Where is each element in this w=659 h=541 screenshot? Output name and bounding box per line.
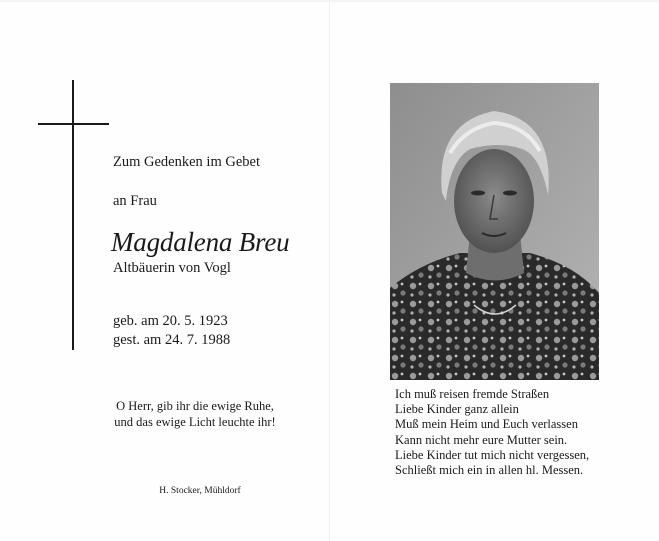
prayer-line: und das ewige Licht leuchte ihr! [114, 415, 276, 429]
prayer-text [60, 398, 330, 430]
card-fold [329, 0, 330, 541]
poem-line: Schließt mich ein in allen hl. Messen. [395, 463, 584, 478]
poem-line: Liebe Kinder ganz allein [395, 402, 519, 417]
death-date: gest. am 24. 7. 1988 [113, 332, 231, 348]
salutation: an Frau [113, 193, 157, 209]
printer-credit: H. Stocker, Mühldorf [159, 486, 241, 496]
intro-line: Zum Gedenken im Gebet [113, 154, 260, 170]
poem-line: Ich muß reisen fremde Straßen [395, 387, 550, 401]
birth-date: geb. am 20. 5. 1923 [113, 313, 228, 329]
cross-icon [72, 80, 74, 350]
deceased-epithet: Altbäuerin von Vogl [113, 260, 231, 276]
poem-text [395, 387, 589, 478]
prayer-line: O Herr, gib ihr die ewige Ruhe, [116, 399, 274, 413]
poem-line: Kann nicht mehr eure Mutter sein. [395, 432, 568, 447]
deceased-name: Magdalena Breu [111, 227, 290, 257]
cross-icon-bar [38, 123, 109, 125]
poem-line: Liebe Kinder tut mich nicht vergessen, [395, 447, 590, 462]
poem-line: Muß mein Heim und Euch verlassen [395, 417, 578, 432]
portrait-photo [390, 83, 599, 380]
